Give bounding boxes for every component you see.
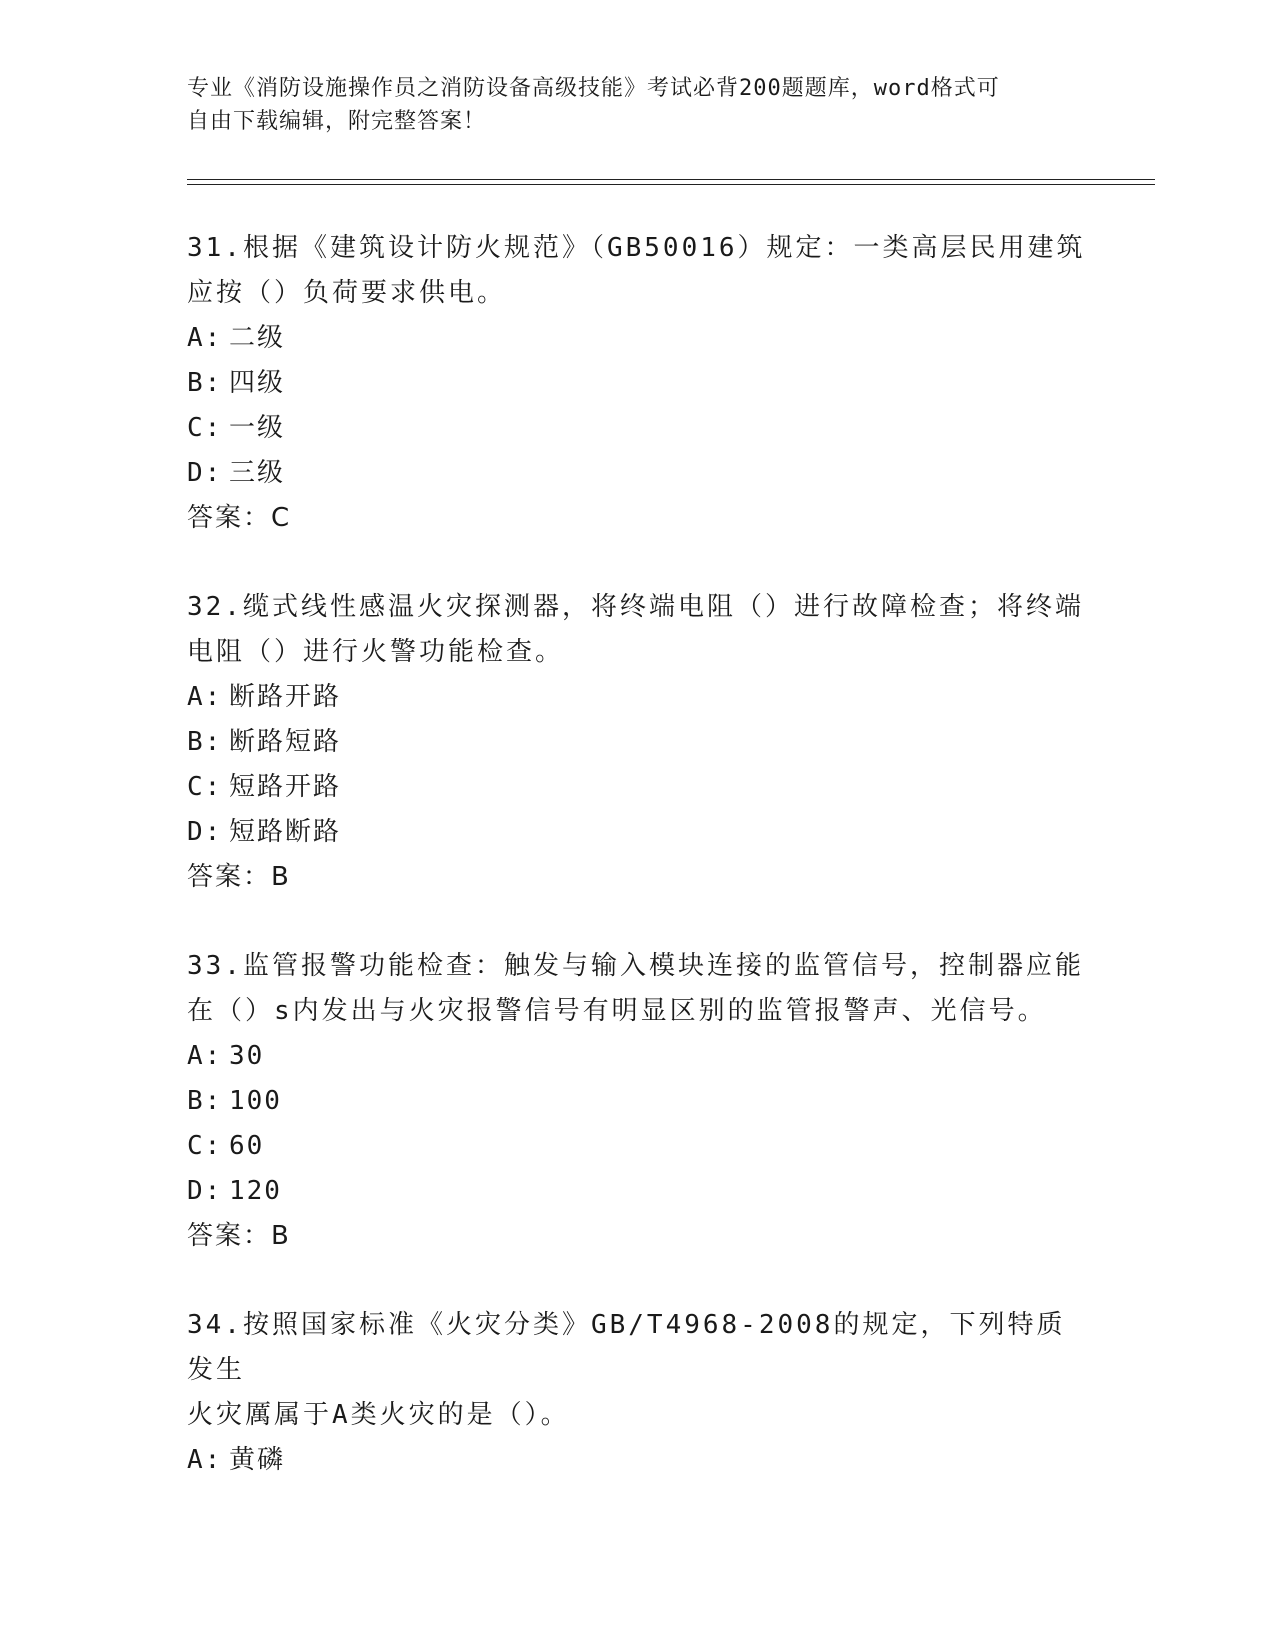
- answer: 答案：C: [187, 503, 292, 533]
- option-d: D: 120: [187, 1176, 282, 1206]
- question-32: [187, 585, 1087, 900]
- option-a: A: 30: [187, 1041, 265, 1071]
- option-c: C: 60: [187, 1131, 265, 1161]
- answer: 答案：B: [187, 862, 291, 892]
- question-stem-line: 34.按照国家标准《火灾分类》GB/T4968-2008的规定，下列特质发生: [187, 1310, 1066, 1385]
- question-stem-line: 33.监管报警功能检查：触发与输入模块连接的监管信号，控制器应能: [187, 951, 1084, 981]
- question-34: [187, 1303, 1087, 1483]
- option-b: B: 四级: [187, 368, 286, 398]
- header-line-2: 自由下载编辑，附完整答案！: [187, 109, 487, 134]
- answer: 答案：B: [187, 1221, 291, 1251]
- option-d: D: 短路断路: [187, 817, 342, 847]
- question-33: [187, 944, 1087, 1259]
- header-divider-bottom: [187, 184, 1155, 185]
- question-stem-line: 电阻（）进行火警功能检查。: [187, 637, 565, 667]
- option-c: C: 短路开路: [187, 772, 342, 802]
- header-line-1: 专业《消防设施操作员之消防设备高级技能》考试必背200题题库，word格式可: [187, 76, 1000, 101]
- question-stem: [187, 944, 1087, 1034]
- option-d: D: 三级: [187, 458, 286, 488]
- question-stem-line: 应按（）负荷要求供电。: [187, 278, 507, 308]
- question-stem-line: 在（）s内发出与火灾报警信号有明显区别的监管报警声、光信号。: [187, 996, 1047, 1026]
- question-stem-line: 31.根据《建筑设计防火规范》（GB50016）规定：一类高层民用建筑: [187, 233, 1086, 263]
- question-stem-line: 32.缆式线性感温火灾探测器，将终端电阻（）进行故障检查；将终端: [187, 592, 1084, 622]
- question-stem: [187, 226, 1087, 316]
- option-a: A: 断路开路: [187, 682, 342, 712]
- question-31: [187, 226, 1087, 541]
- option-a: A: 黄磷: [187, 1445, 286, 1475]
- question-stem: [187, 585, 1087, 675]
- question-stem-line: 火灾厲属于A类火灾的是（）。: [187, 1400, 570, 1430]
- question-stem: [187, 1303, 1087, 1438]
- option-a: A: 二级: [187, 323, 286, 353]
- option-c: C: 一级: [187, 413, 286, 443]
- document-header: [187, 72, 1087, 138]
- header-divider-top: [187, 179, 1155, 180]
- option-b: B: 100: [187, 1086, 282, 1116]
- option-b: B: 断路短路: [187, 727, 342, 757]
